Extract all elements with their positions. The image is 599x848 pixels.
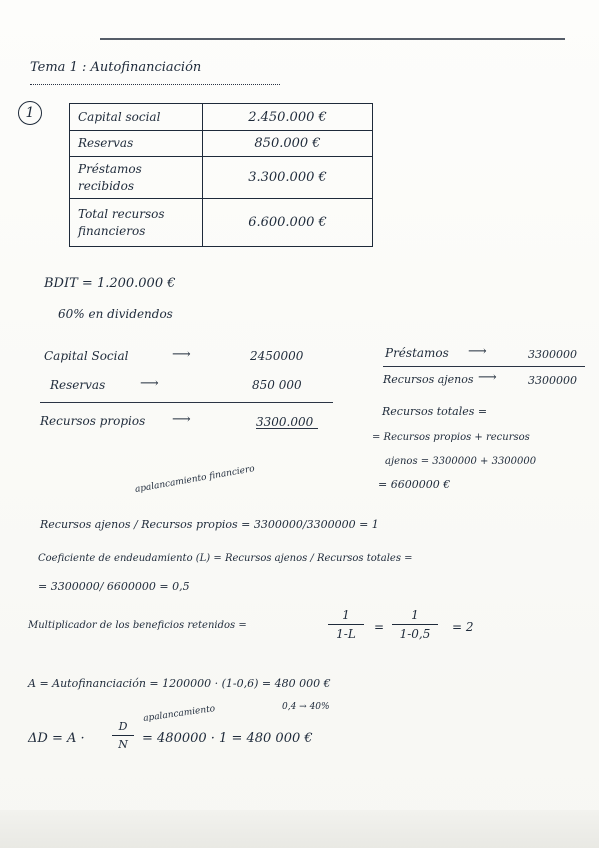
page-bottom-edge: [0, 810, 599, 848]
delta-rhs: = 480000 · 1 = 480 000 €: [142, 731, 313, 746]
multiplicador-label: Multiplicador de los beneficios retenidos =: [28, 620, 247, 631]
table-cell-label: Capital social: [70, 104, 203, 131]
apalancamiento-note: apalancamiento financiero: [134, 464, 256, 495]
apalancamiento-note-2: apalancamiento: [142, 704, 216, 724]
fraction-bar: [392, 624, 438, 625]
table-cell-value: 2.450.000 €: [203, 104, 373, 131]
fraction-bar: [328, 624, 364, 625]
table-row: [70, 157, 373, 199]
autofinanciacion-line: A = Autofinanciación = 1200000 · (1-0,6) = 480 000 €: [28, 677, 331, 690]
fraction-1-denominator: 1-L: [336, 627, 356, 641]
exercise-number-badge: 1: [18, 101, 42, 125]
fraction-2-denominator: 1-0,5: [399, 627, 431, 641]
recursos-ajenos-value: 3300000: [528, 374, 577, 387]
equals-sign: =: [374, 620, 385, 634]
fraction-d-numerator: D: [118, 720, 128, 733]
fraction-d-n: [112, 720, 134, 751]
table-cell-label: Reservas: [70, 131, 203, 157]
ratio-line: Recursos ajenos / Recursos propios = 3300000/3300000 = 1: [40, 518, 379, 531]
fraction-1-numerator: 1: [342, 608, 350, 622]
arrow-icon: ⟶: [478, 370, 497, 385]
fraction-2-numerator: 1: [411, 608, 419, 622]
table-cell-label: Total recursos financieros: [70, 199, 203, 247]
reservas-value: 850 000: [252, 378, 302, 392]
multiplicador-result: = 2: [452, 620, 474, 634]
prestamos-label: Préstamos: [385, 346, 449, 360]
fraction-2: [392, 608, 438, 641]
fraction-bar: [112, 735, 134, 736]
autofinanciacion-sub: 0,4 → 40%: [282, 702, 330, 712]
recursos-propios-label: Recursos propios: [40, 414, 146, 428]
value-underline: [256, 428, 318, 429]
capital-social-label: Capital Social: [44, 349, 129, 363]
table-cell-value: 850.000 €: [203, 131, 373, 157]
table-cell-label: Préstamos recibidos: [70, 157, 203, 199]
table-row: [70, 131, 373, 157]
recursos-totales-line-4: = 6600000 €: [378, 478, 451, 491]
capital-table: [69, 103, 373, 247]
dividends-line: 60% en dividendos: [58, 307, 173, 321]
recursos-ajenos-label: Recursos ajenos: [383, 373, 474, 386]
title-underline: [30, 80, 280, 85]
table-row: [70, 199, 373, 247]
coeficiente-result: = 3300000/ 6600000 = 0,5: [38, 580, 190, 593]
sum-divider: [40, 402, 333, 403]
arrow-icon: ⟶: [172, 347, 191, 362]
right-divider: [383, 366, 585, 367]
top-border-line: [100, 32, 565, 40]
coeficiente-line: Coeficiente de endeudamiento (L) = Recursos ajenos / Recursos totales =: [38, 553, 413, 564]
arrow-icon: ⟶: [468, 344, 487, 359]
prestamos-value: 3300000: [528, 348, 577, 361]
table-cell-value: 6.600.000 €: [203, 199, 373, 247]
reservas-label: Reservas: [50, 378, 106, 392]
capital-social-value: 2450000: [250, 349, 304, 363]
recursos-totales-line-1: Recursos totales =: [382, 405, 488, 418]
arrow-icon: ⟶: [172, 412, 191, 427]
arrow-icon: ⟶: [140, 376, 159, 391]
recursos-propios-value: 3300.000: [256, 415, 314, 429]
delta-lhs: ΔD = A ·: [28, 731, 85, 746]
recursos-totales-line-3: ajenos = 3300000 + 3300000: [385, 456, 537, 467]
fraction-n-denominator: N: [118, 738, 128, 751]
page-title: Tema 1 : Autofinanciación: [30, 60, 202, 75]
table-cell-value: 3.300.000 €: [203, 157, 373, 199]
fraction-1: [328, 608, 364, 641]
table-row: [70, 104, 373, 131]
bdit-line: BDIT = 1.200.000 €: [44, 276, 176, 291]
recursos-totales-line-2: = Recursos propios + recursos: [372, 432, 530, 443]
